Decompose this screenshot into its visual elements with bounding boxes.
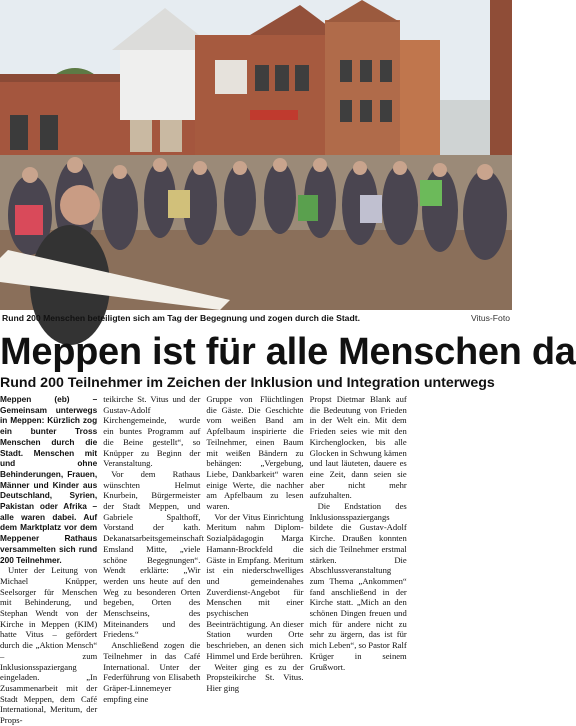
news-photo	[0, 0, 512, 310]
body-paragraph: Gruppe von Flüchtlingen die Gäste. Die Geschichte vom weißen Band am Apfelbaum inspirierte die Teilnehmer, einen Baum mit weißen Bändern zu behängen: „Vergebung, Liebe, Dankbarkeit“ waren einige Werte, die nachher am Apfelbaum zu lesen waren.	[206, 394, 304, 512]
lead-paragraph: Meppen (eb) – Gemeinsam unterwegs in Meppen: Kürzlich zog ein bunter Tross Menschen durch die Stadt. Menschen mit und ohne Behinderungen, Frauen, Männer und Kinder aus Deutschland, Syrien, Pakistan oder Afrika – alle waren dabei. Auf dem Marktplatz vor dem Meppener Rathaus versammelten sich rund 200 Teilnehmer.	[0, 394, 98, 565]
body-paragraph: Propst Dietmar Blank auf die Bedeutung von Frieden in der Welt ein. Mit dem Frieden seies wie mit den Kirchenglocken, bis alle Glocken in Schwung kämen und laut läuteten, dauere es eine Zeit, dann seien sie aber nicht mehr aufzuhalten.	[309, 394, 407, 501]
subheadline: Rund 200 Teilnehmer im Zeichen der Inklusion und Integration unterwegs	[0, 375, 495, 391]
caption-text: Rund 200 Menschen beteiligten sich am Tag der Begegnung und zogen durch die Stadt.	[2, 313, 360, 323]
article-column-3	[206, 394, 304, 693]
body-paragraph: Weiter ging es zu der Propsteikirche St. Vitus. Hier ging	[206, 661, 304, 693]
article-body	[0, 394, 512, 726]
photo-caption	[2, 311, 510, 325]
body-paragraph: Unter der Leitung von Michael Knüpper, Seelsorger für Menschen mit Behinderung, und Stephan Wendt von der Kirche in Meppen (KIM) hatte Vitus – gefördert durch die „Aktion Mensch“ – zum Inklusionsspaziergang eingeladen. „In Zusammenarbeit mit der Stadt Meppen, dem Café International, Meritum, der Props-	[0, 565, 98, 726]
body-paragraph: Anschließend zogen die Teilnehmer in das Café International. Unter der Federführung von Elisabeth Gräper-Linnemeyer empfing eine	[103, 640, 201, 704]
photo-illustration	[0, 0, 512, 310]
article-column-2	[103, 394, 204, 704]
body-paragraph: Die Endstation des Inklusionsspaziergangs bildete die Gustav-Adolf Kirche. Draußen konnten sich die Teilnehmer erstmal stärken. Die Abschlussveranstaltung zum Thema „Ankommen“ fand anschließend in der Kirche statt. „Mich an den schönen Dingen freuen und mich für andere nicht zu sehr zu ärgern, das ist für mich Leben“, so Pastor Ralf Krüger in seinem Grußwort.	[309, 501, 407, 672]
body-paragraph: teikirche St. Vitus und der Gustav-Adolf Kirchengemeinde, wurde ein buntes Programm auf die Beine gestellt“, so Knüpper zu Beginn der Veranstaltung.	[103, 394, 201, 469]
body-paragraph: Vor der Vitus Einrichtung Meritum nahm Diplom-Sozialpädagogin Marga Hamann-Brockfeld die Gäste in Empfang. Meritum ist ein niederschwelliges und gemeindenahes Zuverdienst-Angebot für Menschen mit einer psychischen Beeinträchtigung. An dieser Station wurden Orte beschrieben, an denen sich Himmel und Erde berühren.	[206, 511, 304, 661]
body-paragraph: Vor dem Rathaus wünschten Helmut Knurbein, Bürgermeister der Stadt Meppen, und Gabriele Spalthoff, Vorstand der kath. Dekanatsarbeitsgemeinschaft Emsland Mitte, „viele schöne Begegnungen“. Wendt erklärte: „Wir werden uns heute auf den Weg zu besonderen Orten begeben, Orten des Menschseins, des Miteinanders und des Friedens.“	[103, 468, 204, 640]
photo-credit: Vitus-Foto	[470, 313, 510, 323]
article-column-1	[0, 394, 98, 726]
article-column-4	[309, 394, 407, 672]
headline: Meppen ist für alle Menschen da	[0, 331, 576, 373]
